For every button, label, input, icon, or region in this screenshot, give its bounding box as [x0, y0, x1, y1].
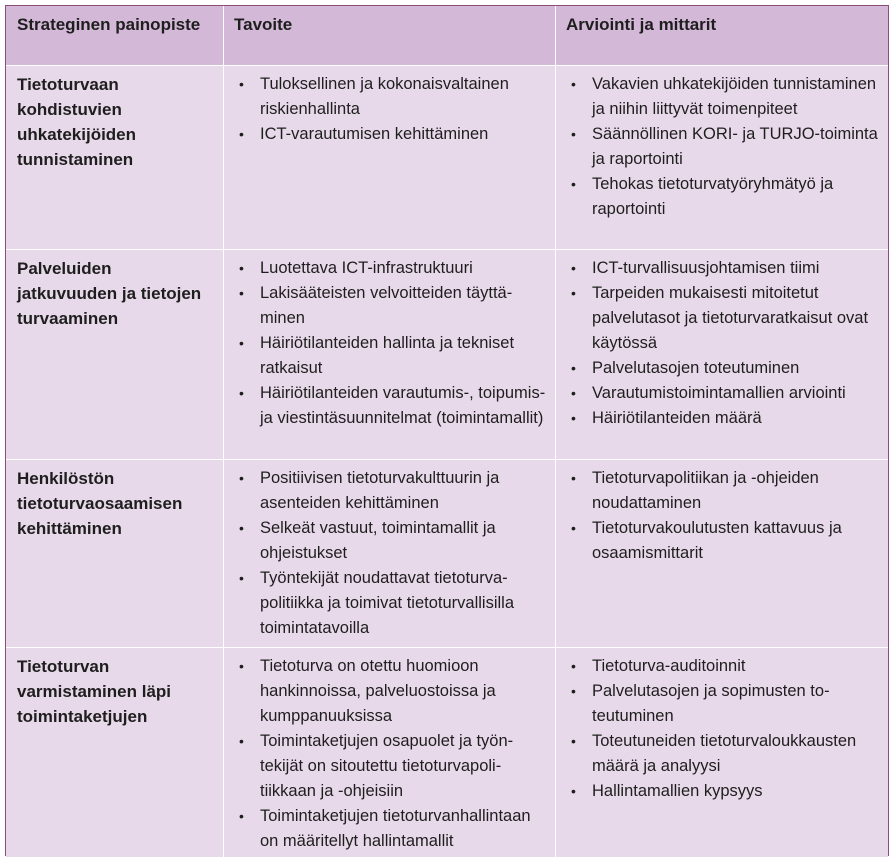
goals-list: [234, 72, 547, 147]
header-cell-evaluation: [555, 6, 888, 65]
list-item: [234, 654, 547, 729]
bullet-icon: •: [239, 260, 244, 276]
bullet-icon: •: [239, 658, 244, 674]
bullet-icon: •: [571, 360, 576, 376]
list-item: [234, 331, 547, 381]
goals-cell: [223, 648, 555, 857]
bullet-icon: •: [571, 285, 576, 301]
bullet-icon: •: [239, 570, 244, 586]
list-item: [566, 356, 880, 381]
bullet-icon: •: [571, 683, 576, 699]
header-cell-strategic-focus: [6, 6, 223, 65]
table-row: [6, 65, 888, 249]
bullet-icon: •: [571, 410, 576, 426]
list-item-text: Toteutuneiden tietoturvaloukkausten määrä ja analyysi: [592, 732, 857, 775]
table-row: [6, 647, 888, 857]
list-item-text: Tarpeiden mukaisesti mitoitetut palvelutasot ja tietoturvaratkaisut ovat käytössä: [592, 284, 869, 352]
metrics-cell: [555, 250, 888, 459]
topic-label: Henkilöstön tietoturvaosaamisen kehittäminen: [17, 469, 183, 538]
list-item-text: ICT-varautumisen kehittäminen: [260, 125, 489, 143]
list-item: [234, 381, 547, 431]
list-item: [234, 72, 547, 122]
header-cell-goal: [223, 6, 555, 65]
topic-cell: [6, 648, 223, 857]
table-row: [6, 249, 888, 459]
topic-label: Tietoturvan varmistaminen läpi toimintaketjujen: [17, 657, 172, 726]
strategy-table: [5, 5, 889, 856]
list-item-text: Tietoturva-auditoinnit: [592, 657, 746, 675]
header-label-strategic-focus: Strateginen painopiste: [17, 15, 201, 34]
list-item: [234, 466, 547, 516]
list-item-text: Tehokas tietoturvatyöryhmätyö ja raportointi: [592, 175, 834, 218]
topic-cell: [6, 250, 223, 459]
bullet-icon: •: [571, 385, 576, 401]
metrics-list: [566, 72, 880, 222]
metrics-list: [566, 256, 880, 431]
list-item-text: ICT-turvallisuusjohtamisen tiimi: [592, 259, 820, 277]
list-item: [234, 516, 547, 566]
list-item: [566, 72, 880, 122]
list-item: [566, 256, 880, 281]
goals-cell: [223, 66, 555, 249]
list-item: [566, 466, 880, 516]
bullet-icon: •: [571, 733, 576, 749]
bullet-icon: •: [239, 385, 244, 401]
list-item: [234, 122, 547, 147]
list-item-text: Toimintaketjujen tietoturvanhallintaan on määritellyt hallintamallit: [260, 807, 531, 850]
goals-list: [234, 654, 547, 854]
bullet-icon: •: [571, 783, 576, 799]
table-header-row: [6, 6, 888, 65]
list-item: [234, 804, 547, 854]
list-item: [566, 172, 880, 222]
bullet-icon: •: [239, 76, 244, 92]
list-item: [566, 281, 880, 356]
list-item: [566, 779, 880, 804]
metrics-list: [566, 654, 880, 804]
topic-cell: [6, 460, 223, 647]
list-item: [566, 406, 880, 431]
metrics-cell: [555, 460, 888, 647]
list-item-text: Häiriötilanteiden määrä: [592, 409, 762, 427]
metrics-cell: [555, 66, 888, 249]
list-item-text: Häiriötilanteiden hallinta ja tekniset ratkaisut: [260, 334, 515, 377]
goals-list: [234, 466, 547, 641]
bullet-icon: •: [239, 733, 244, 749]
list-item-text: Tuloksellinen ja kokonaisvaltainen riskienhallinta: [260, 75, 509, 118]
table-row: [6, 459, 888, 647]
bullet-icon: •: [239, 808, 244, 824]
bullet-icon: •: [571, 76, 576, 92]
goals-list: [234, 256, 547, 431]
list-item-text: Häiriötilanteiden varautumis-, toipumis- ja viestintäsuunnitelmat (toimintamallit): [260, 384, 546, 427]
goals-cell: [223, 250, 555, 459]
list-item: [566, 516, 880, 566]
goals-cell: [223, 460, 555, 647]
list-item: [566, 654, 880, 679]
topic-cell: [6, 66, 223, 249]
bullet-icon: •: [571, 260, 576, 276]
list-item: [566, 381, 880, 406]
list-item-text: Selkeät vastuut, toimintamallit ja ohjeistukset: [260, 519, 496, 562]
list-item-text: Hallintamallien kypsyys: [592, 782, 763, 800]
bullet-icon: •: [239, 335, 244, 351]
bullet-icon: •: [571, 520, 576, 536]
bullet-icon: •: [571, 126, 576, 142]
bullet-icon: •: [571, 176, 576, 192]
topic-label: Palveluiden jatkuvuuden ja tietojen turvaaminen: [17, 259, 202, 328]
list-item-text: Lakisääteisten velvoitteiden täyttäminen: [260, 284, 513, 327]
bullet-icon: •: [571, 470, 576, 486]
list-item-text: Varautumistoimintamallien arviointi: [592, 384, 846, 402]
list-item-text: Tietoturvakoulutusten kattavuus ja osaamismittarit: [592, 519, 842, 562]
bullet-icon: •: [239, 126, 244, 142]
bullet-icon: •: [571, 658, 576, 674]
bullet-icon: •: [239, 520, 244, 536]
list-item: [234, 566, 547, 641]
list-item-text: Vakavien uhkatekijöiden tunnistaminen ja niihin liittyvät toimenpiteet: [592, 75, 877, 118]
list-item-text: Säännöllinen KORI- ja TURJO-toiminta ja raportointi: [592, 125, 878, 168]
metrics-cell: [555, 648, 888, 857]
list-item-text: Toimintaketjujen osapuolet ja työntekijät on sitoutettu tietoturvapolitiikkaan ja -ohjeisiin: [260, 732, 514, 800]
list-item-text: Palvelutasojen ja sopimusten toteutuminen: [592, 682, 830, 725]
list-item: [566, 122, 880, 172]
list-item-text: Tietoturva on otettu huomioon hankinnoissa, palveluostoissa ja kumppanuuksissa: [260, 657, 496, 725]
header-label-goal: Tavoite: [234, 15, 293, 34]
list-item-text: Positiivisen tietoturvakulttuurin ja asenteiden kehittäminen: [260, 469, 500, 512]
header-label-evaluation: Arviointi ja mittarit: [566, 15, 717, 34]
list-item-text: Luotettava ICT-infrastruktuuri: [260, 259, 473, 277]
list-item-text: Tietoturvapolitiikan ja -ohjeiden noudattaminen: [592, 469, 819, 512]
list-item: [234, 729, 547, 804]
list-item-text: Palvelutasojen toteutuminen: [592, 359, 800, 377]
list-item-text: Työntekijät noudattavat tietoturvapolitiikka ja toimivat tietoturvallisilla toimintatavoilla: [260, 569, 515, 637]
topic-label: Tietoturvaan kohdistuvien uhkatekijöiden tunnistaminen: [17, 75, 137, 169]
list-item: [566, 679, 880, 729]
metrics-list: [566, 466, 880, 566]
list-item: [566, 729, 880, 779]
list-item: [234, 281, 547, 331]
list-item: [234, 256, 547, 281]
bullet-icon: •: [239, 470, 244, 486]
bullet-icon: •: [239, 285, 244, 301]
